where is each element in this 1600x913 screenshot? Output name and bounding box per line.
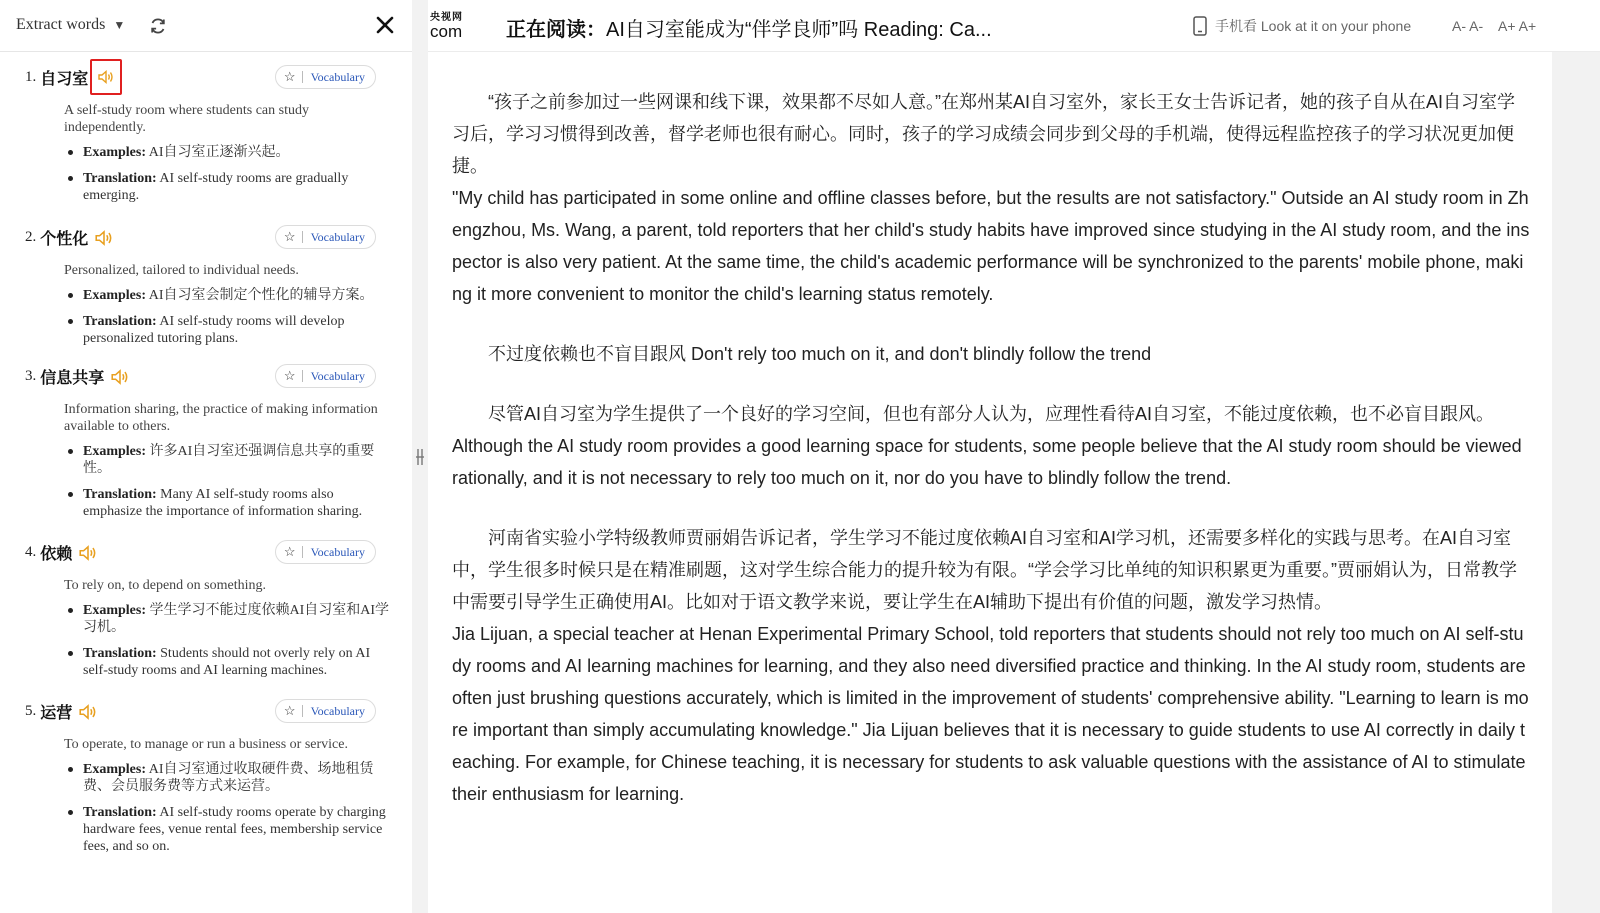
sound-icon[interactable]	[78, 541, 100, 563]
panel-title: Extract words	[16, 16, 106, 33]
caret-down-icon: ▼	[113, 17, 126, 32]
word-index: 4.	[25, 543, 37, 560]
add-vocabulary-button[interactable]	[275, 65, 376, 89]
word-term: 自习室	[40, 68, 89, 88]
sound-icon[interactable]	[94, 226, 116, 248]
example-item: Examples: 许多AI自习室还强调信息共享的重要性。	[83, 443, 394, 477]
sound-icon[interactable]	[78, 700, 100, 722]
phone-icon	[1193, 16, 1207, 36]
word-entry	[0, 60, 412, 220]
vocabulary-label: Vocabulary	[310, 69, 365, 84]
resize-handle-icon[interactable]	[416, 448, 424, 466]
word-entry	[0, 535, 412, 694]
word-definition: Information sharing, the practice of making information available to others.	[64, 402, 378, 434]
translation-item: Translation: Students should not overly rely on AI self-study rooms and AI learning machines.	[83, 645, 394, 679]
translation-item: Translation: AI self-study rooms will develop personalized tutoring plans.	[83, 313, 394, 347]
article-body	[428, 52, 1552, 913]
extract-words-panel	[0, 0, 412, 913]
translation-item: Translation: AI self-study rooms operate by charging hardware fees, venue rental fees, membership service fees, and so on.	[83, 804, 394, 855]
word-term: 信息共享	[40, 367, 105, 387]
word-definition: A self-study room where students can study independently.	[64, 103, 309, 135]
add-vocabulary-button[interactable]	[275, 540, 376, 564]
font-increase-button[interactable]: A+ A+	[1498, 18, 1537, 34]
add-vocabulary-button[interactable]	[275, 364, 376, 388]
example-item: Examples: AI自习室通过收取硬件费、场地租赁费、会员服务费等方式来运营。	[83, 761, 394, 795]
word-index: 3.	[25, 367, 37, 384]
vocabulary-label: Vocabulary	[310, 368, 365, 383]
paragraph-en: Although the AI study room provides a good learning space for students, some people believe that the AI study room should be viewed rationally, and it is not necessary to rely too much on it, nor do you have to blindly follow the trend.	[452, 436, 1522, 488]
word-index: 5.	[25, 702, 37, 719]
translation-item: Translation: AI self-study rooms are gradually emerging.	[83, 170, 394, 204]
paragraph-en: Jia Lijuan, a special teacher at Henan Experimental Primary School, told reporters that students should not rely too much on AI self-study rooms and AI learning machines for learning, and they also need diversified practice and thinking. In the AI study room, students are often just brushing questions accurately, which is limited in the improvement of students' comprehensive ability. "Learning to learn is more important than simply accumulating knowledge." Jia Lijuan believes that it is necessary to guide students to use AI correctly in daily teaching. For example, for Chinese teaching, it is necessary for students to ask valuable questions with the assistance of AI to stimulate their enthusiasm for learning.	[452, 624, 1529, 804]
word-term: 个性化	[40, 228, 89, 248]
word-list	[0, 60, 412, 864]
example-item: Examples: AI自习室会制定个性化的辅导方案。	[83, 287, 394, 304]
word-term: 依赖	[40, 543, 73, 563]
add-vocabulary-button[interactable]	[275, 225, 376, 249]
panel-header	[0, 0, 412, 52]
word-definition: Personalized, tailored to individual needs.	[64, 263, 299, 278]
vocabulary-label: Vocabulary	[310, 703, 365, 718]
word-index: 1.	[25, 68, 37, 85]
font-decrease-button[interactable]: A- A-	[1452, 18, 1484, 34]
paragraph-zh: 河南省实验小学特级教师贾丽娟告诉记者，学生学习不能过度依赖AI自习室和AI学习机，还需要多样化的实践与思考。在AI自习室中，学生很多时候只是在精准刷题，这对学生综合能力的提升较为有限。“学会学习比单纯的知识积累更为重要。”贾丽娟认为，日常教学中需要引导学生正确使用AI。比如对于语文教学来说，要让学生在AI辅助下提出有价值的问题，激发学习热情。	[452, 528, 1517, 612]
word-entry	[0, 220, 412, 359]
word-definition: To operate, to manage or run a business or service.	[64, 737, 348, 752]
word-definition: To rely on, to depend on something.	[64, 578, 266, 593]
view-on-phone-button[interactable]: 手机看 Look at it on your phone	[1193, 16, 1411, 36]
vocabulary-label: Vocabulary	[310, 544, 365, 559]
article-subheading: 不过度依赖也不盲目跟风 Don't rely too much on it, and don't blindly follow the trend	[488, 344, 1152, 364]
paragraph-en: "My child has participated in some online and offline classes before, but the results are not satisfactory." Outside an AI study room in Zhengzhou, Ms. Wang, a parent, told reporters that her child's study habits have improved since studying in the AI study room, and the inspector is also very patient. At the same time, the child's academic performance will be synchronized to the parents' mobile phone, making it more convenient to monitor the child's learning status remotely.	[452, 188, 1530, 304]
word-entry	[0, 359, 412, 535]
panel-splitter	[412, 0, 428, 913]
cctv-logo[interactable]: 央视网 com	[430, 12, 463, 41]
star-icon: ☆	[283, 703, 296, 718]
vocabulary-label: Vocabulary	[310, 229, 365, 244]
translation-item: Translation: Many AI self-study rooms also emphasize the importance of information sharing.	[83, 486, 394, 520]
extract-words-dropdown[interactable]	[16, 16, 125, 34]
sound-icon[interactable]	[90, 59, 122, 95]
star-icon: ☆	[283, 544, 296, 559]
star-icon: ☆	[283, 229, 296, 244]
paragraph-zh: “孩子之前参加过一些网课和线下课，效果都不尽如人意。”在郑州某AI自习室外，家长王女士告诉记者，她的孩子自从在AI自习室学习后，学习习惯得到改善，督学老师也很有耐心。同时，孩子的学习成绩会同步到父母的手机端，使得远程监控孩子的学习状况更加便捷。	[452, 92, 1515, 176]
reader-topbar	[428, 0, 1600, 52]
word-index: 2.	[25, 228, 37, 245]
star-icon: ☆	[283, 368, 296, 383]
sound-icon[interactable]	[110, 365, 132, 387]
example-item: Examples: AI自习室正逐渐兴起。	[83, 144, 394, 161]
word-entry	[0, 694, 412, 855]
page-margin	[1552, 52, 1600, 913]
example-item: Examples: 学生学习不能过度依赖AI自习室和AI学习机。	[83, 602, 394, 636]
add-vocabulary-button[interactable]	[275, 699, 376, 723]
reading-title: 正在阅读：AI自习室能成为“伴学良师”吗 Reading: Ca...	[506, 19, 992, 41]
close-icon[interactable]	[374, 14, 396, 36]
refresh-icon[interactable]	[148, 16, 168, 36]
star-icon: ☆	[283, 69, 296, 84]
word-term: 运营	[40, 702, 73, 722]
paragraph-zh: 尽管AI自习室为学生提供了一个良好的学习空间，但也有部分人认为，应理性看待AI自习室，不能过度依赖，也不必盲目跟风。	[488, 404, 1495, 424]
